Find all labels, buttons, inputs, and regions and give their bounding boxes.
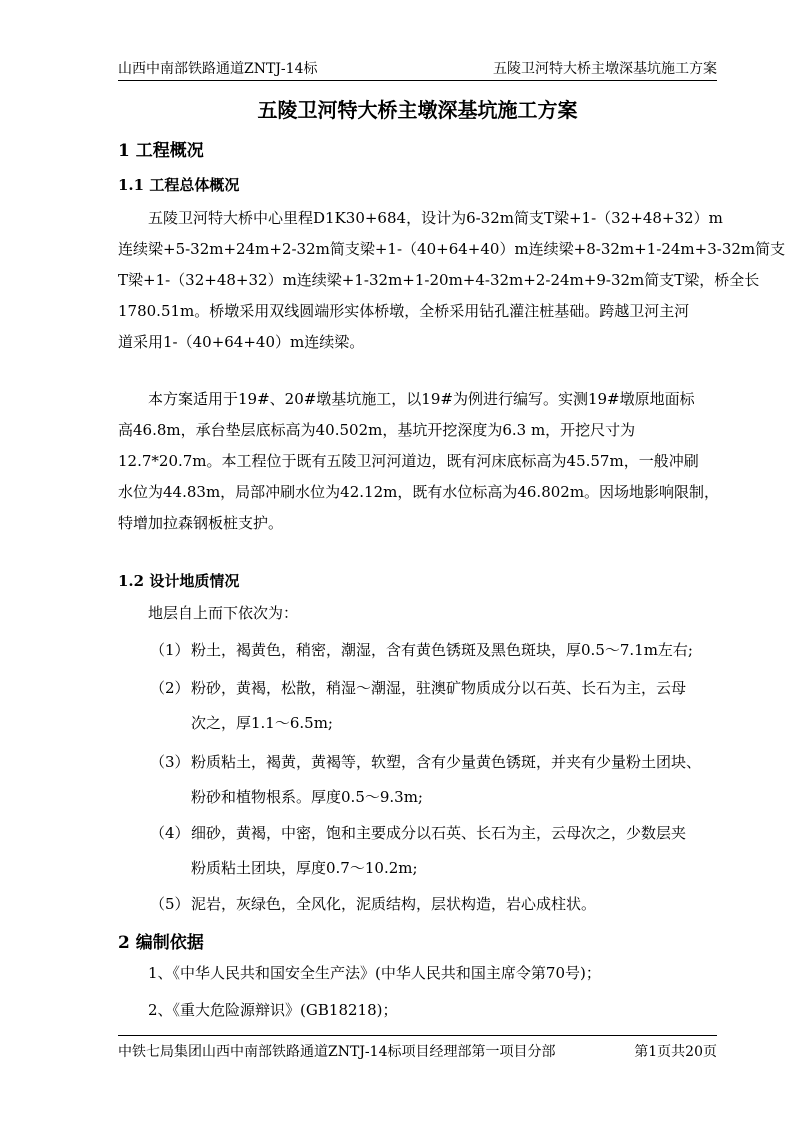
list-item-text: 细砂，黄褐，中密，饱和主要成分以石英、长石为主，云母次之，少数层夹: [191, 824, 687, 842]
section-1-1-heading: 1.1 工程总体概况: [118, 176, 240, 194]
paragraph-overview-1: [118, 203, 786, 358]
list-item: [150, 889, 720, 920]
list-item-text: 粉砂，黄褐，松散，稍湿～潮湿，驻澳矿物质成分以石英、长石为主，云母: [191, 679, 687, 697]
paragraph-line: 五陵卫河特大桥中心里程D1K30+684，设计为6-32m简支T梁+1-（32+48+32）m: [118, 209, 723, 227]
list-item-text: 泥岩，灰绿色，全风化，泥质结构，层状构造，岩心成柱状。: [191, 895, 597, 913]
paragraph-line: 道采用1-（40+64+40）m连续梁。: [118, 333, 365, 351]
header-project-name: 山西中南部铁路通道ZNTJ-14标: [118, 61, 318, 77]
header-document-title: 五陵卫河特大桥主墩深基坑施工方案: [493, 61, 717, 77]
list-item-number: （5）: [150, 895, 190, 913]
list-item-text: 粉质粘土，褐黄，黄褐等，软塑，含有少量黄色锈斑，并夹有少量粉土团块、: [191, 753, 702, 771]
list-item-text: 粉质粘土团块，厚度0.7～10.2m;: [191, 859, 418, 877]
list-item-number: （2）: [150, 679, 190, 697]
paragraph-line: 特增加拉森钢板桩支护。: [118, 514, 284, 532]
list-item: [150, 635, 720, 666]
paragraph-line: 12.7*20.7m。本工程位于既有五陵卫河河道边，既有河床底标高为45.57m，一般冲刷: [118, 452, 699, 470]
footer-organization: 中铁七局集团山西中南部铁路通道ZNTJ-14标项目经理部第一项目分部: [118, 1044, 556, 1060]
paragraph-line: 高46.8m，承台垫层底标高为40.502m，基坑开挖深度为6.3 m，开挖尺寸为: [118, 421, 636, 439]
list-item: [150, 747, 720, 809]
document-title: 五陵卫河特大桥主墩深基坑施工方案: [257, 98, 578, 122]
list-item-text: 次之，厚1.1～6.5m;: [191, 714, 333, 732]
section-2-heading: 2 编制依据: [118, 933, 204, 953]
list-item: [150, 818, 720, 880]
paragraph-line: 地层自上而下依次为：: [118, 604, 299, 622]
section-1-2-heading: 1.2 设计地质情况: [118, 572, 240, 590]
page-footer: [118, 1035, 717, 1060]
list-item-text: 粉砂和植物根系。厚度0.5～9.3m;: [191, 788, 423, 806]
footer-page-number: 第1页共20页: [634, 1044, 717, 1060]
paragraph-line: 1780.51m。桥墩采用双线圆端形实体桥墩，全桥采用钻孔灌注桩基础。跨越卫河主河: [118, 302, 690, 320]
references-list: [118, 958, 718, 1026]
reference-item: 1、《中华人民共和国安全生产法》(中华人民共和国主席令第70号)；: [118, 964, 601, 982]
paragraph-line: 本方案适用于19#、20#墩基坑施工，以19#为例进行编写。实测19#墩原地面标: [118, 390, 695, 408]
paragraph-line: T梁+1-（32+48+32）m连续梁+1-32m+1-20m+4-32m+2-24m+9-32m简支T梁，桥全长: [118, 271, 760, 289]
page-header: [118, 56, 717, 81]
section-1-heading: 1 工程概况: [118, 141, 204, 161]
reference-item: 2、《重大危险源辩识》(GB18218)；: [118, 1001, 398, 1019]
list-item-text: 粉土，褐黄色，稍密，潮湿，含有黄色锈斑及黑色斑块，厚0.5～7.1m左右;: [191, 641, 693, 659]
paragraph-line: 连续梁+5-32m+24m+2-32m简支梁+1-（40+64+40）m连续梁+8-32m+1-24m+3-32m简支: [118, 240, 786, 258]
list-item-number: （1）: [150, 641, 190, 659]
paragraph-line: 水位为44.83m，局部冲刷水位为42.12m，既有水位标高为46.802m。因场地影响限制，: [118, 483, 720, 501]
geology-intro: [118, 598, 718, 629]
list-item-number: （4）: [150, 824, 190, 842]
list-item-number: （3）: [150, 753, 190, 771]
paragraph-overview-2: [118, 384, 718, 539]
list-item: [150, 673, 720, 735]
